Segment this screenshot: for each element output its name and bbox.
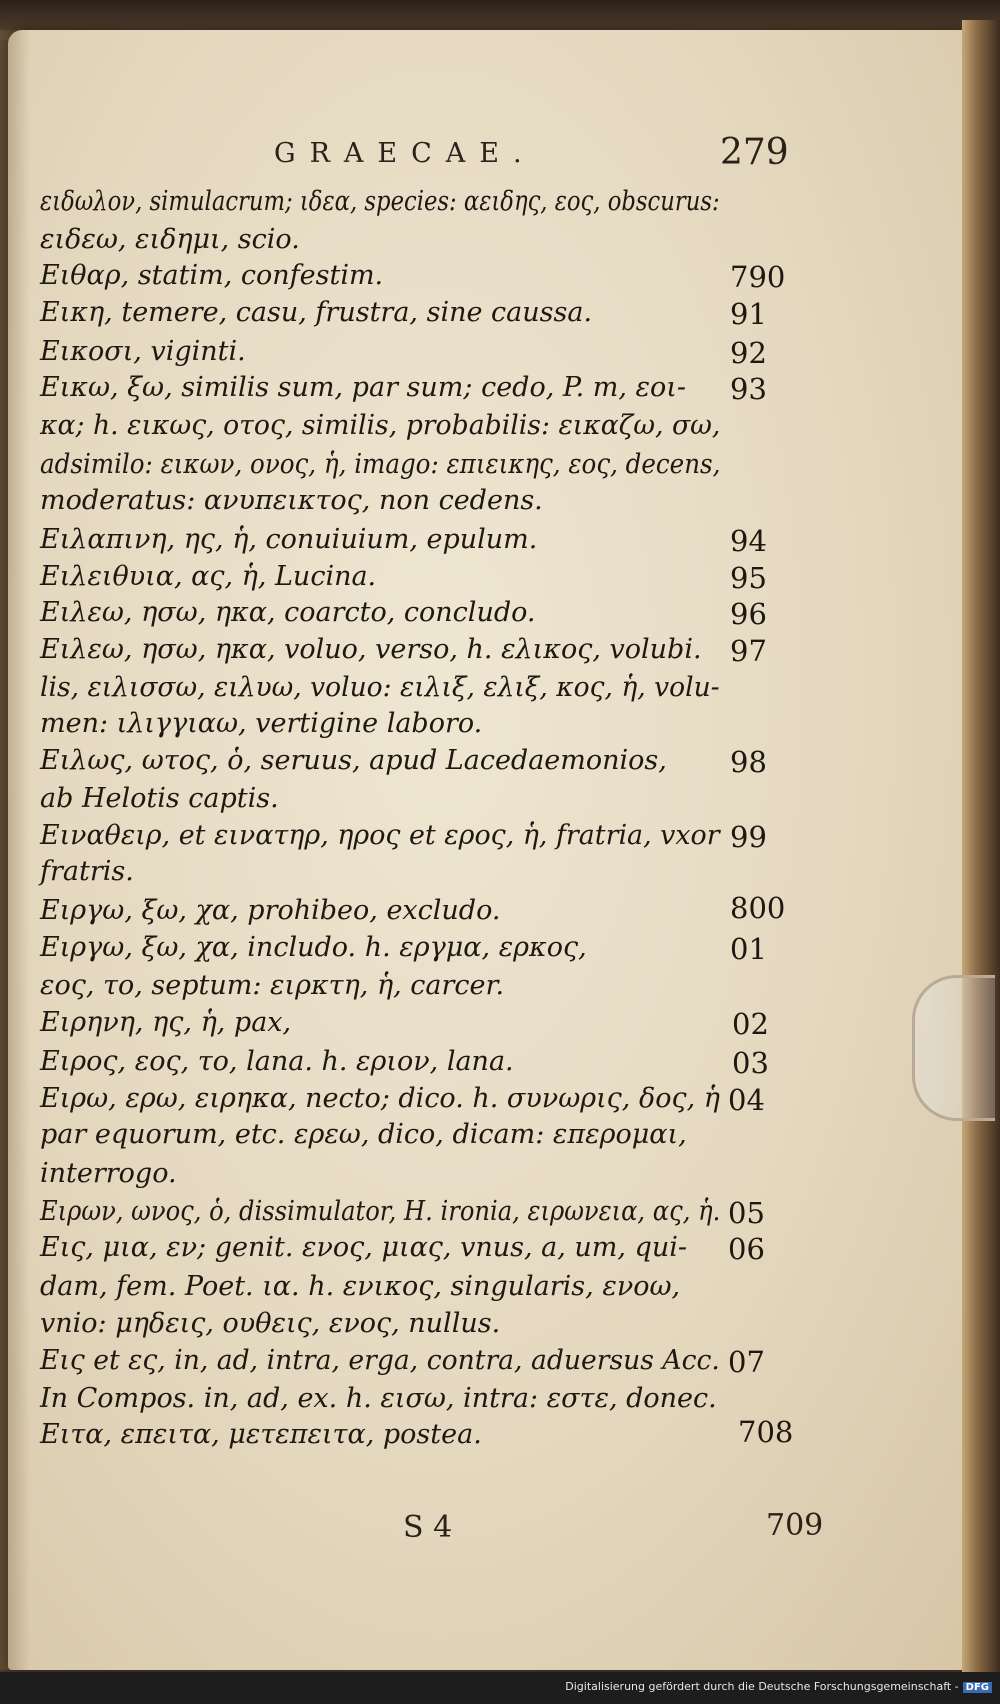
margin-number: 708	[738, 1415, 794, 1449]
running-title: GRAECAE.	[274, 138, 536, 169]
text-line: Ειθαρ, statim, confestim.	[40, 260, 384, 291]
text-line: εος, το, septum: ειρκτη, ἡ, carcer.	[40, 970, 505, 1001]
margin-number: 06	[728, 1232, 765, 1266]
text-line: Ειλειθυια, ας, ἡ, Lucina.	[40, 561, 377, 592]
text-line: Εικοσι, viginti.	[40, 336, 246, 367]
text-line: Ειναθειρ, et εινατηρ, ηρος et ερος, ἡ, fratria, vxor	[40, 820, 720, 851]
text-line: men: ιλιγγιαω, vertigine laboro.	[40, 708, 483, 739]
text-line: Εικη, temere, casu, frustra, sine caussa.	[40, 297, 593, 328]
text-line: vnio: μηδεις, ουθεις, ενος, nullus.	[40, 1308, 501, 1339]
margin-number: 05	[728, 1196, 765, 1230]
text-line: Ειργω, ξω, χα, prohibeo, excludo.	[40, 895, 501, 926]
margin-number: 800	[730, 891, 786, 925]
book-fore-edge	[962, 20, 1000, 1680]
margin-number: 03	[732, 1046, 769, 1080]
text-line: Εις et ες, in, ad, intra, erga, contra, aduersus Acc.	[40, 1345, 720, 1376]
text-line: par equorum, etc. ερεω, dico, dicam: επερομαι,	[40, 1119, 687, 1150]
page-number: 279	[720, 132, 789, 173]
footer-extra-number: 709	[766, 1508, 824, 1543]
margin-number: 02	[732, 1007, 769, 1041]
text-line: Ειρων, ωνος, ὁ, dissimulator, H. ironia, ειρωνεια, ας, ἡ.	[40, 1196, 721, 1227]
margin-number: 92	[730, 336, 767, 370]
text-line: In Compos. in, ad, ex. h. εισω, intra: εστε, donec.	[40, 1383, 717, 1414]
gutter-shadow	[0, 30, 30, 1670]
margin-number: 01	[730, 932, 767, 966]
text-line: Ειργω, ξω, χα, includo. h. εργμα, ερκος,	[40, 932, 587, 963]
text-line: interrogo.	[40, 1158, 177, 1189]
margin-number: 95	[730, 561, 767, 595]
margin-number: 98	[730, 745, 767, 779]
text-line: Ειλως, ωτος, ὁ, seruus, apud Lacedaemonios,	[40, 745, 667, 776]
text-line: lis, ειλισσω, ειλυω, voluo: ειλιξ, ελιξ, κος, ἡ, volu-	[40, 672, 720, 703]
text-line: fratris.	[40, 856, 134, 887]
text-line: κα; h. εικως, οτος, similis, probabilis: εικαζω, σω,	[40, 410, 721, 441]
credit-text: Digitalisierung gefördert durch die Deutsche Forschungsgemeinschaft -	[565, 1680, 959, 1693]
text-line: ειδεω, ειδημι, scio.	[40, 224, 300, 255]
margin-number: 93	[730, 372, 767, 406]
text-line: Ειτα, επειτα, μετεπειτα, postea.	[40, 1419, 482, 1450]
text-line: Ειλαπινη, ης, ἡ, conuiuium, epulum.	[40, 524, 538, 555]
text-line: ab Helotis captis.	[40, 783, 279, 814]
margin-number: 96	[730, 597, 767, 631]
margin-number: 790	[730, 260, 786, 294]
margin-number: 97	[730, 634, 767, 668]
margin-number: 07	[728, 1345, 765, 1379]
text-line: ειδωλον, simulacrum; ιδεα, species: αειδης, εος, obscurus:	[40, 186, 720, 217]
text-line: Ειρος, εος, το, lana. h. εριον, lana.	[40, 1046, 514, 1077]
margin-number: 04	[728, 1083, 765, 1117]
text-line: Εικω, ξω, similis sum, par sum; cedo, P. m, εοι-	[40, 372, 686, 403]
text-line: dam, fem. Poet. ια. h. ενικος, singularis, ενοω,	[40, 1271, 681, 1302]
text-line: Ειρηνη, ης, ἡ, pax,	[40, 1007, 292, 1038]
page-clip-tab	[912, 975, 995, 1121]
signature-mark: S 4	[403, 1510, 453, 1545]
margin-number: 99	[730, 820, 767, 854]
text-line: adsimilo: εικων, ονος, ἡ, imago: επιεικης, εος, decens,	[40, 449, 721, 480]
dfg-logo: DFG	[963, 1682, 992, 1693]
margin-number: 94	[730, 524, 767, 558]
margin-number: 91	[730, 297, 767, 331]
text-line: moderatus: ανυπεικτος, non cedens.	[40, 485, 543, 516]
text-line: Εις, μια, εν; genit. ενος, μιας, vnus, a, um, qui-	[40, 1232, 687, 1263]
text-line: Ειρω, ερω, ειρηκα, necto; dico. h. συνωρις, δος, ἡ	[40, 1083, 720, 1114]
text-line: Ειλεω, ησω, ηκα, coarcto, concludo.	[40, 597, 536, 628]
credit-line	[565, 1680, 992, 1693]
text-line: Ειλεω, ησω, ηκα, voluo, verso, h. ελικος, volubi.	[40, 634, 702, 665]
